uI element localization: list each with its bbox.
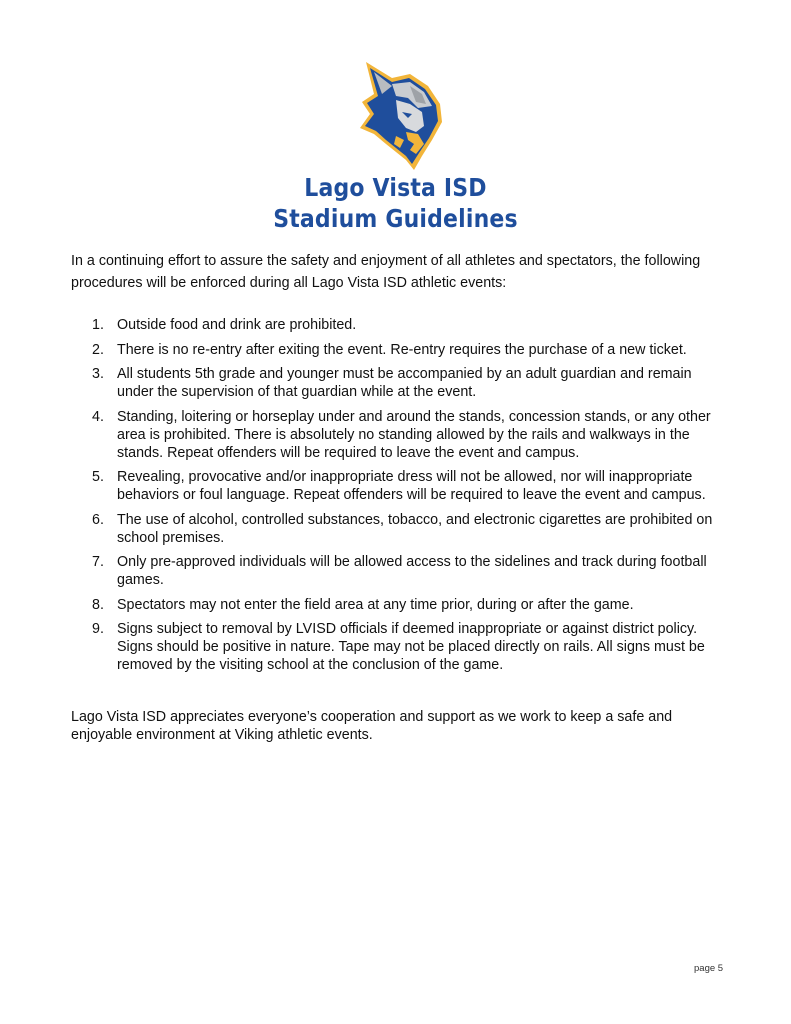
list-item-text: Signs subject to removal by LVISD officials if deemed inappropriate or against district policy. Signs should be positive in nature. Tape may not be placed directly on rails. All signs must be removed by the visiting school at the conclusion of the game.: [117, 621, 705, 673]
list-item-number: 5.: [92, 469, 104, 485]
list-item-number: 9.: [92, 621, 104, 637]
page-title: [47, 172, 743, 234]
list-item-text: Spectators may not enter the field area at any time prior, during or after the game.: [117, 596, 634, 613]
viking-logo-icon: [352, 56, 448, 172]
list-item: [71, 316, 731, 334]
list-item-text: There is no re-entry after exiting the event. Re-entry requires the purchase of a new ticket.: [117, 341, 687, 358]
list-item: [71, 596, 731, 614]
list-item-number: 2.: [92, 341, 104, 358]
closing-paragraph: Lago Vista ISD appreciates everyone’s cooperation and support as we work to keep a safe and enjoyable environment at Viking athletic events.: [71, 709, 673, 743]
list-item-text: Only pre-approved individuals will be allowed access to the sidelines and track during football games.: [117, 554, 707, 588]
list-item-text: Outside food and drink are prohibited.: [117, 317, 357, 333]
title-line-2: Stadium Guidelines: [273, 204, 518, 233]
list-item-number: 1.: [92, 317, 104, 333]
list-item-number: 7.: [92, 554, 104, 570]
list-item: [71, 620, 731, 674]
list-item-number: 8.: [92, 596, 104, 613]
list-item-number: 4.: [92, 408, 104, 425]
list-item: [71, 553, 731, 589]
list-item: [71, 511, 731, 547]
list-item: [71, 365, 731, 401]
list-item-text: Standing, loitering or horseplay under and around the stands, concession stands, or any other area is prohibited. There is absolutely no standing allowed by the rails and walkways in the stands. Repeat offenders will be required to leave the event and campus.: [117, 408, 711, 461]
page-number: page 5: [694, 963, 724, 974]
intro-paragraph: In a continuing effort to assure the safety and enjoyment of all athletes and spectators, the following procedures will be enforced during all Lago Vista ISD athletic events:: [71, 253, 701, 291]
list-item-number: 6.: [92, 511, 104, 528]
list-item: [71, 468, 731, 504]
list-item-text: Revealing, provocative and/or inappropriate dress will not be allowed, nor will inappropriate behaviors or foul language. Repeat offenders will be required to leave the event and campus.: [117, 469, 706, 503]
list-item-number: 3.: [92, 366, 104, 382]
list-item: [71, 341, 731, 359]
title-line-1: Lago Vista ISD: [304, 173, 487, 202]
list-item: [71, 408, 731, 462]
list-item-text: All students 5th grade and younger must be accompanied by an adult guardian and remain under the supervision of that guardian while at the event.: [117, 366, 692, 400]
list-item-text: The use of alcohol, controlled substances, tobacco, and electronic cigarettes are prohibited on school premises.: [117, 511, 713, 546]
rules-list: [71, 316, 731, 681]
